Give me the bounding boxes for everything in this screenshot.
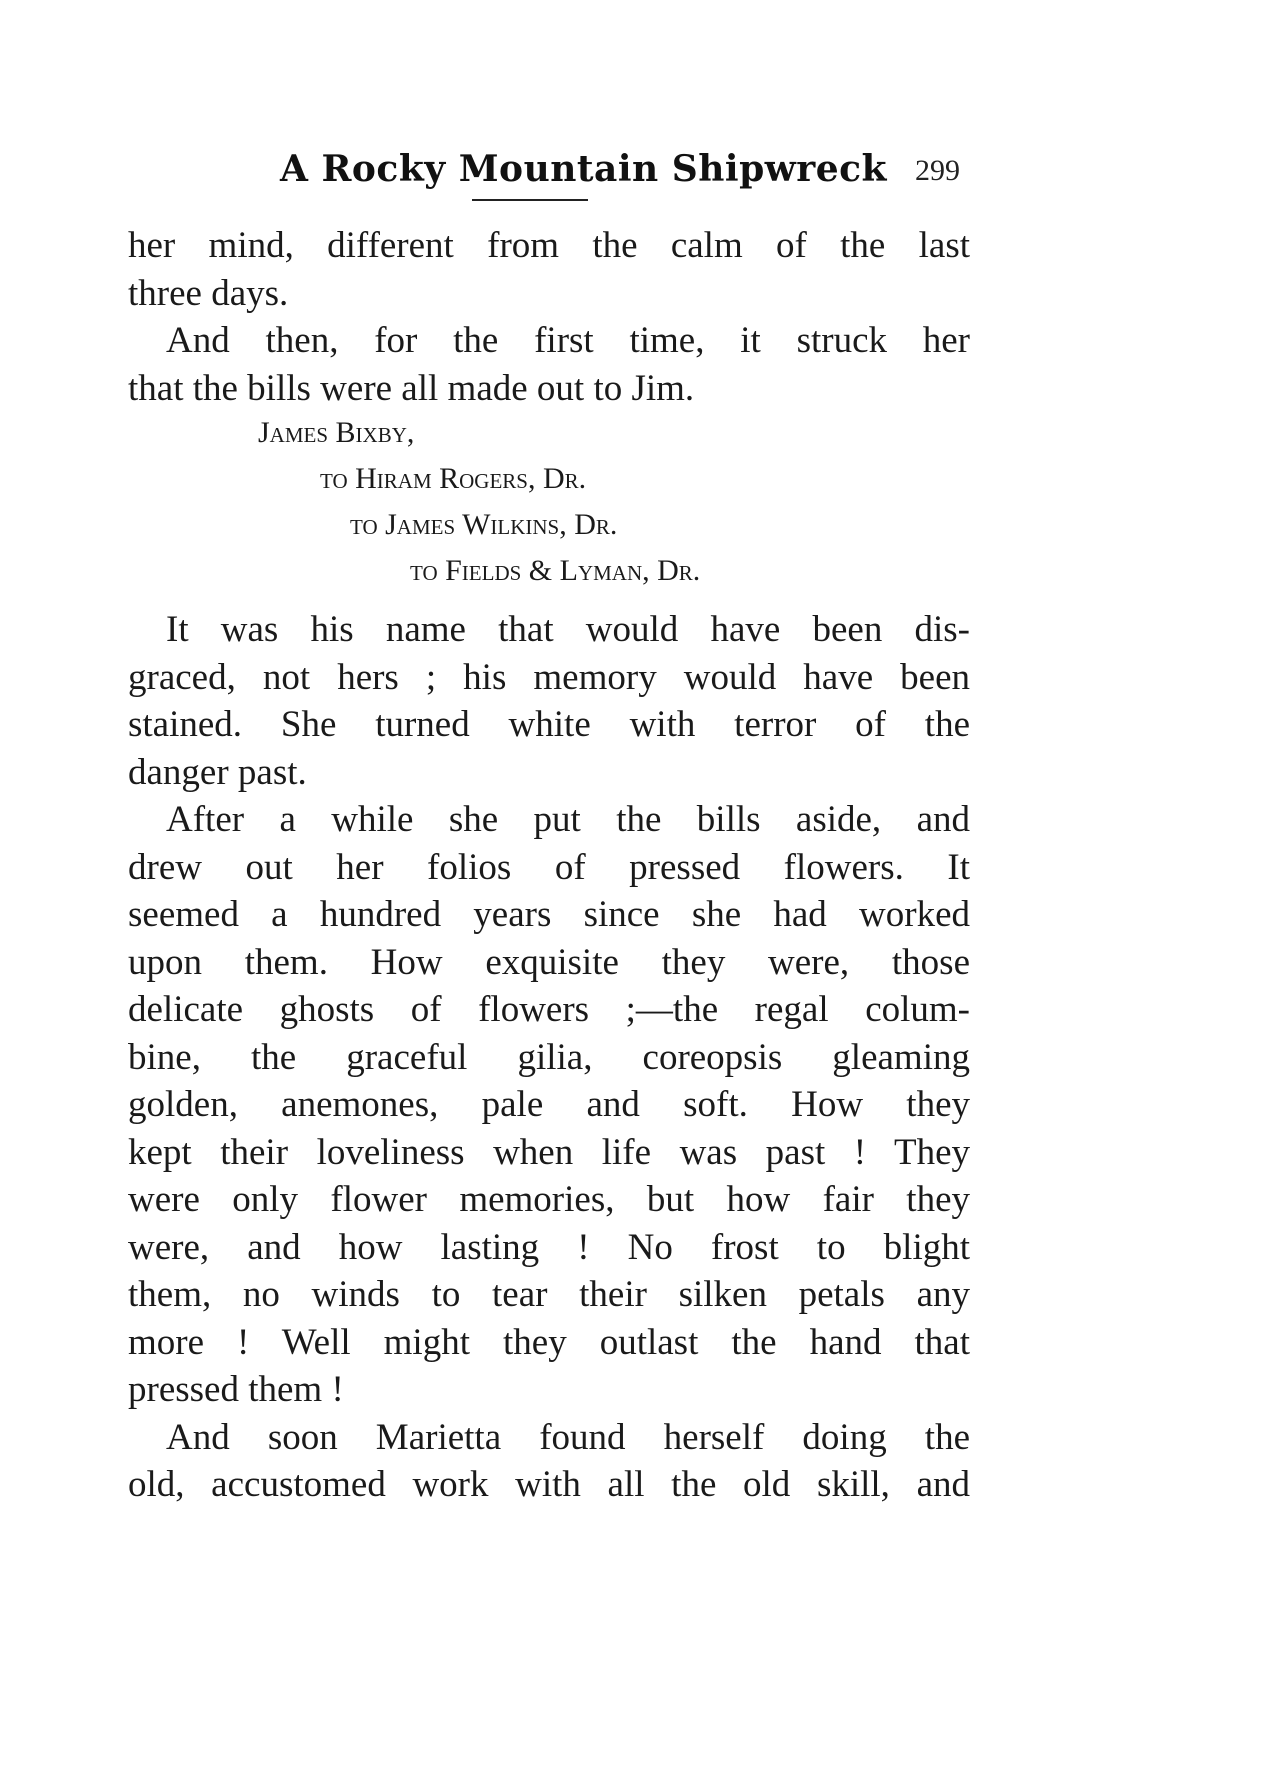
- body-text-continued: [128, 606, 970, 1509]
- ledger-line-3: to James Wilkins, Dr.: [350, 508, 618, 541]
- text-line: kept their loveliness when life was past ! They: [128, 1131, 970, 1173]
- text-line: more ! Well might they outlast the hand that: [128, 1321, 970, 1363]
- text-line: After a while she put the bills aside, and: [166, 799, 970, 840]
- text-line: were only flower memories, but how fair they: [128, 1179, 970, 1220]
- ledger-line-2: to Hiram Rogers, Dr.: [320, 462, 587, 495]
- text-line: golden, anemones, pale and soft. How they: [128, 1084, 970, 1125]
- text-line: three days.: [128, 272, 289, 314]
- body-text: [128, 222, 970, 412]
- text-line: And soon Marietta found herself doing the: [166, 1416, 970, 1458]
- text-line: old, accustomed work with all the old skill, and: [128, 1464, 970, 1505]
- page-number: 299: [915, 154, 960, 187]
- text-line: were, and how lasting ! No frost to blight: [128, 1226, 970, 1268]
- paragraph-1: [128, 222, 970, 317]
- text-line: seemed a hundred years since she had worked: [128, 894, 970, 935]
- text-line: that the bills were all made out to Jim.: [128, 367, 695, 409]
- text-line: It was his name that would have been dis-: [166, 609, 970, 650]
- text-line: pressed them !: [128, 1369, 344, 1410]
- paragraph-3: [128, 606, 970, 796]
- text-line: graced, not hers ; his memory would have been: [128, 656, 970, 698]
- text-line: delicate ghosts of flowers ;—the regal colum-: [128, 989, 970, 1030]
- text-line: upon them. How exquisite they were, those: [128, 941, 970, 983]
- header-rule: [472, 199, 588, 201]
- paragraph-4: [128, 796, 970, 1414]
- text-line: stained. She turned white with terror of the: [128, 704, 970, 745]
- text-line: danger past.: [128, 751, 307, 793]
- ledger-line-4: to Fields & Lyman, Dr.: [410, 554, 701, 587]
- running-title: A Rocky Mountain Shipwreck: [280, 148, 887, 190]
- paragraph-5: [128, 1414, 970, 1509]
- text-line: And then, for the first time, it struck her: [166, 320, 970, 361]
- text-line: bine, the graceful gilia, coreopsis gleaming: [128, 1036, 970, 1078]
- text-line: her mind, different from the calm of the last: [128, 225, 970, 266]
- text-line: drew out her folios of pressed flowers. It: [128, 846, 970, 888]
- text-line: them, no winds to tear their silken petals any: [128, 1274, 970, 1315]
- paragraph-2: [128, 317, 970, 412]
- ledger-line-1: James Bixby,: [258, 416, 415, 449]
